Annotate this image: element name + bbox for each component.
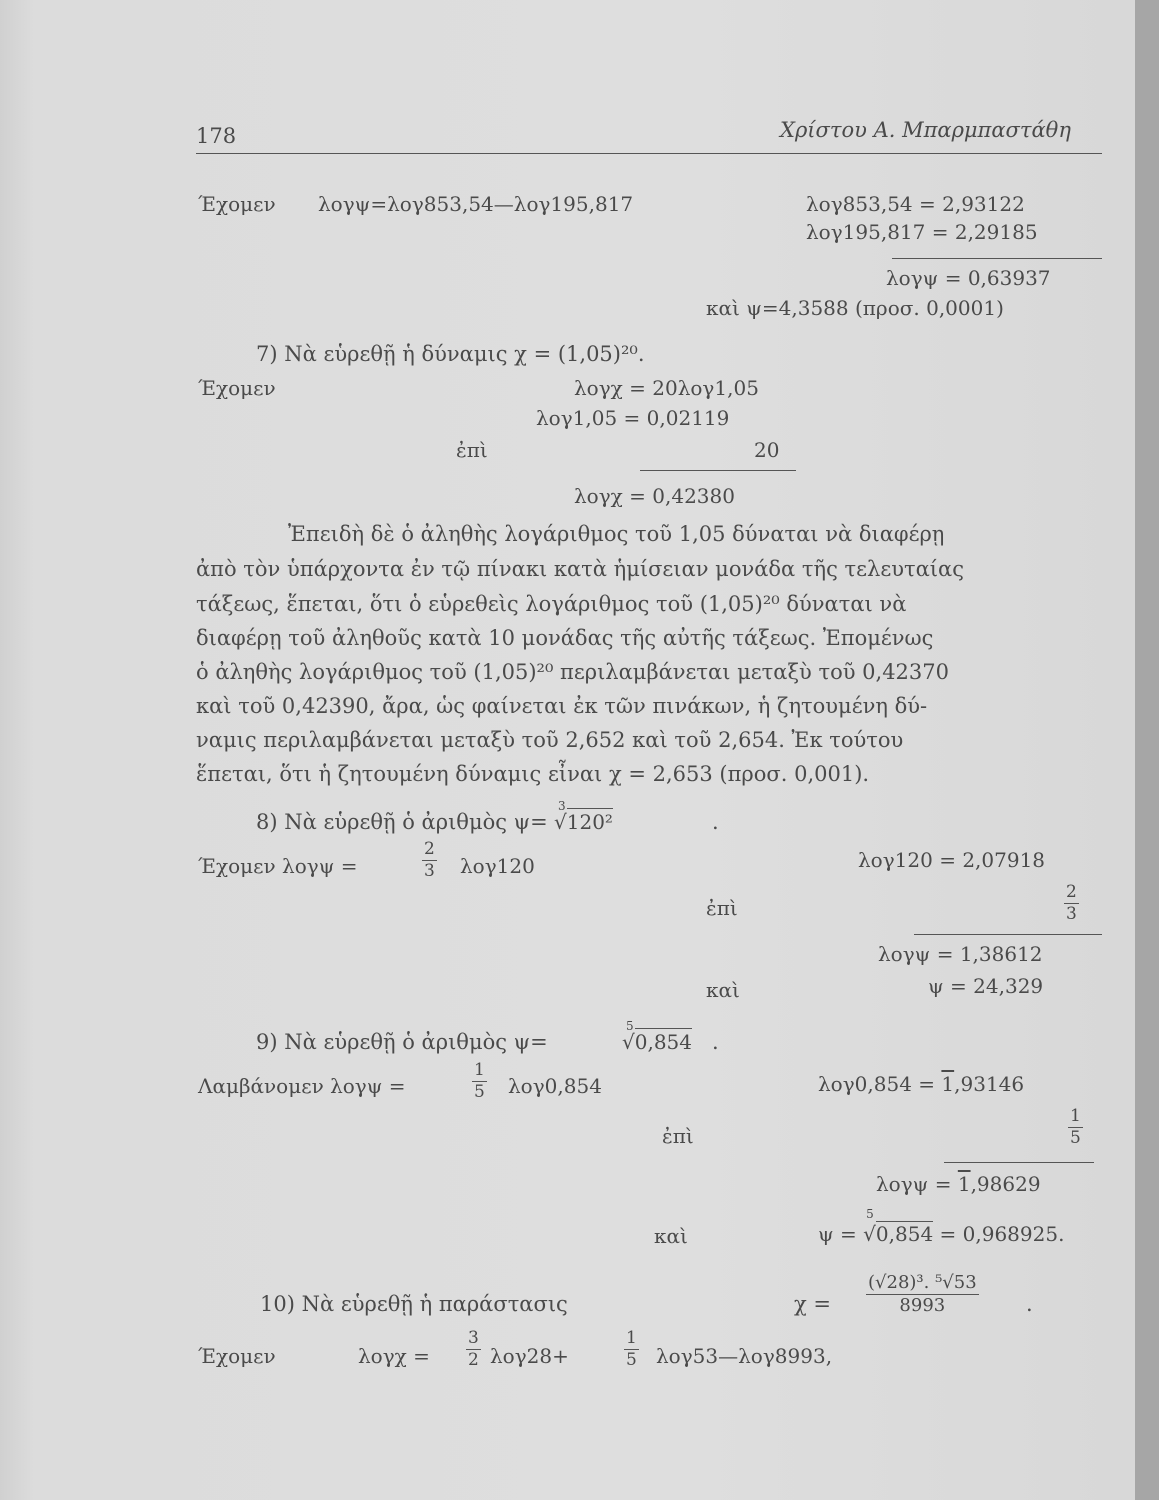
ex10-frac2-numerator: 1: [626, 1328, 637, 1348]
paragraph-line-4: διαφέρῃ τοῦ ἀληθοῦς κατὰ 10 μονάδας τῆς αὐτῆς τάξεως. Ἐπομένως: [196, 626, 934, 650]
ex9-radical: 5 √0,854: [622, 1019, 693, 1054]
ex8-kai: καὶ: [706, 978, 740, 1002]
ex8-row3: ψ = 24,329: [928, 974, 1044, 998]
ex7-result: λογχ = 0,42380: [574, 484, 735, 508]
ex9-row3-root-index: 5: [866, 1207, 874, 1221]
ex9-title-end: .: [712, 1030, 719, 1054]
ex6-sum-rule: [892, 258, 1102, 259]
ex9-title: 9) Νὰ εὑρεθῇ ὁ ἀριθμὸς ψ=: [256, 1030, 548, 1054]
paragraph-line-3: τάξεως, ἕπεται, ὅτι ὁ εὑρεθεὶς λογάριθμος τοῦ (1,05)²⁰ δύναται νὰ: [196, 592, 907, 616]
ex9-row2-bar-digit: 1: [957, 1172, 971, 1196]
paragraph-line-1: Ἐπειδὴ δὲ ὁ ἀληθὴς λογάριθμος τοῦ 1,05 δύναται νὰ διαφέρῃ: [288, 522, 945, 546]
ex9-row2-label: λογψ =: [876, 1172, 958, 1196]
ex8-row2: λογψ = 1,38612: [878, 942, 1043, 966]
ex10-fraction: [866, 1274, 979, 1315]
ex8-fraction: [422, 841, 437, 880]
ex8-title-end: .: [712, 810, 719, 834]
ex9-lead: Λαμβάνομεν λογψ =: [198, 1074, 406, 1098]
ex9-row3-result: = 0,968925.: [933, 1222, 1065, 1246]
ex10-eq-a: λογχ =: [358, 1344, 430, 1368]
ex9-kai: καὶ: [654, 1224, 688, 1248]
ex8-row1: λογ120 = 2,07918: [858, 848, 1046, 872]
paragraph-line-5: ὁ ἀληθὴς λογάριθμος τοῦ (1,05)²⁰ περιλαμβάνεται μεταξὺ τοῦ 0,42370: [196, 660, 949, 684]
ex10-frac1-denominator: 2: [468, 1350, 479, 1370]
ex10-lhs: χ =: [794, 1292, 831, 1316]
ex9-row3-radicand: 0,854: [875, 1222, 934, 1246]
ex10-frac2-denominator: 5: [626, 1350, 637, 1370]
ex9-row3-label: ψ =: [818, 1222, 864, 1246]
ex7-rule: [640, 470, 796, 471]
ex8-radicand: 120²: [566, 810, 613, 834]
ex7-line1: λογχ = 20λογ1,05: [574, 376, 759, 400]
ex7-epi: ἐπὶ: [456, 438, 488, 462]
ex8-rule: [914, 934, 1102, 935]
ex10-title: 10) Νὰ εὑρεθῇ ἡ παράστασις: [260, 1292, 568, 1316]
ex9-row1-mantissa: ,93146: [954, 1072, 1025, 1096]
ex6-row1: λογ853,54 = 2,93122: [806, 192, 1025, 216]
ex9-row1: [818, 1074, 1024, 1094]
ex9-mult-numerator: 1: [1070, 1106, 1081, 1126]
ex9-row1-bar-digit: 1: [941, 1072, 955, 1096]
paragraph-line-2: ἀπὸ τὸν ὑπάρχοντα ἐν τῷ πίνακι κατὰ ἡμίσειαν μονάδα τῆς τελευταίας: [196, 557, 964, 581]
ex8-denominator: 3: [424, 861, 435, 881]
ex9-row3: ψ = 5 √0,854 = 0,968925.: [818, 1207, 1065, 1246]
paragraph-line-7: ναμις περιλαμβάνεται μεταξὺ τοῦ 2,652 καὶ τοῦ 2,654. Ἐκ τούτου: [196, 728, 904, 752]
ex7-multiplier: 20: [754, 438, 780, 462]
ex9-after: λογ0,854: [508, 1074, 602, 1098]
paragraph-line-8: ἕπεται, ὅτι ἡ ζητουμένη δύναμις εἶναι χ = 2,653 (προσ. 0,001).: [196, 762, 870, 786]
ex8-title: 8) Νὰ εὑρεθῇ ὁ ἀριθμὸς ψ=: [256, 810, 548, 834]
ex9-numerator: 1: [474, 1060, 485, 1080]
ex9-row2: [876, 1174, 1041, 1194]
ex8-mult-numerator: 2: [1066, 882, 1077, 902]
ex8-epi: ἐπὶ: [706, 896, 738, 920]
ex8-multiplier-fraction: [1064, 884, 1079, 923]
ex9-multiplier-fraction: [1068, 1108, 1083, 1147]
ex6-row2: λογ195,817 = 2,29185: [806, 220, 1038, 244]
ex6-row3: λογψ = 0,63937: [886, 266, 1051, 290]
ex9-row2-mantissa: ,98629: [970, 1172, 1041, 1196]
ex10-lead: Έχομεν: [198, 1344, 276, 1368]
ex6-main-equation: λογψ=λογ853,54—λογ195,817: [318, 192, 634, 216]
paragraph-line-6: καὶ τοῦ 0,42390, ἄρα, ὡς φαίνεται ἐκ τῶν πινάκων, ἡ ζητουμένη δύ-: [196, 694, 928, 718]
ex9-row1-label: λογ0,854 =: [818, 1072, 942, 1096]
ex9-fraction: [472, 1062, 487, 1101]
page-number: 178: [196, 124, 237, 148]
ex10-fraction-1: [466, 1330, 481, 1369]
ex10-fraction-2: [624, 1330, 639, 1369]
ex10-dot: .: [1026, 1292, 1033, 1316]
ex7-line2: λογ1,05 = 0,02119: [536, 406, 730, 430]
ex10-eq-b: λογ28+: [490, 1344, 569, 1368]
ex7-title: 7) Νὰ εὑρεθῇ ἡ δύναμις χ = (1,05)²⁰.: [256, 342, 645, 366]
ex10-eq-c: λογ53—λογ8993,: [656, 1344, 833, 1368]
ex9-mult-denominator: 5: [1070, 1128, 1081, 1148]
ex6-row4: καὶ ψ=4,3588 (προσ. 0,0001): [706, 296, 1004, 320]
ex9-epi: ἐπὶ: [662, 1124, 694, 1148]
ex10-numerator: (√28)³. ⁵√53: [868, 1272, 977, 1293]
running-title: Χρίστου Α. Μπαρμπαστάθη: [780, 118, 1071, 142]
ex8-root-index: 3: [558, 799, 566, 813]
ex6-lead: Έχομεν: [198, 192, 276, 216]
ex9-root-index: 5: [626, 1019, 634, 1033]
ex10-frac1-numerator: 3: [468, 1328, 479, 1348]
ex9-radicand: 0,854: [634, 1030, 693, 1054]
ex8-radical: 3 √120²: [554, 799, 613, 834]
ex9-rule: [944, 1162, 1094, 1163]
ex8-lead: Έχομεν λογψ =: [198, 854, 358, 878]
ex10-denominator: 8993: [899, 1295, 946, 1316]
ex7-lead: Έχομεν: [198, 376, 276, 400]
page-edge: [1135, 0, 1159, 1500]
ex8-mult-denominator: 3: [1066, 904, 1077, 924]
header-rule: [196, 153, 1102, 154]
ex8-numerator: 2: [424, 839, 435, 859]
ex9-denominator: 5: [474, 1082, 485, 1102]
ex8-after: λογ120: [460, 854, 535, 878]
